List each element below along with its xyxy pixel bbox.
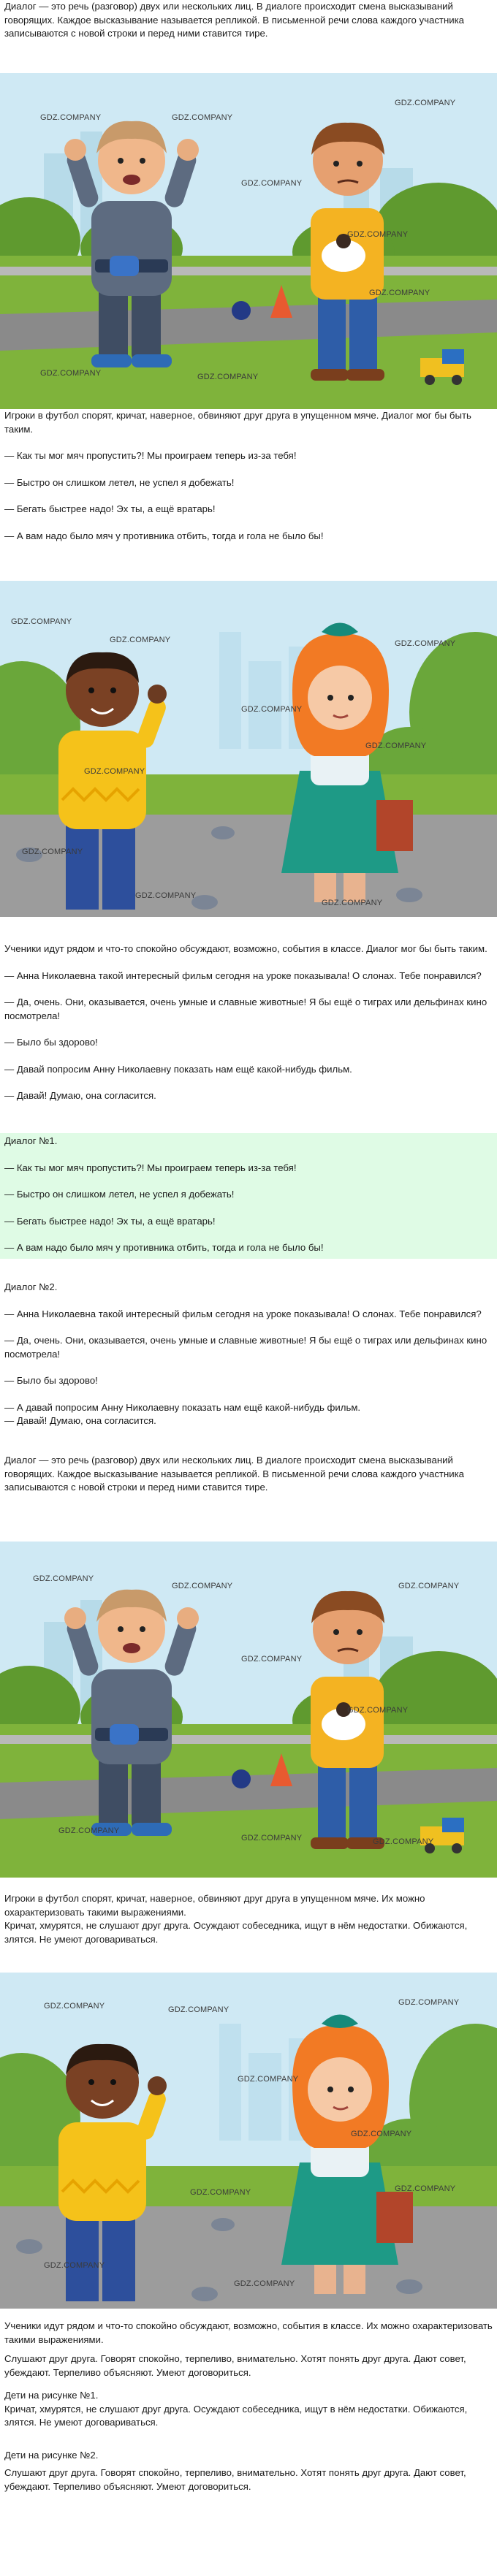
watermark: GDZ.COMPANY bbox=[190, 2188, 251, 2197]
watermark: GDZ.COMPANY bbox=[395, 99, 456, 107]
dialog-title: Диалог №2. bbox=[4, 1281, 58, 1292]
dialog-line: — Как ты мог мяч пропустить?! Мы проиграем теперь из-за тебя! bbox=[4, 450, 297, 461]
intro-text: Диалог — это речь (разговор) двух или нескольких лиц. В диалоге происходит смена высказываний говорящих. Каждое высказывание называется репликой. В письменной речи слова каждого участника записываются с новой строки и перед ними ставится тире. bbox=[4, 1, 465, 39]
boys-illustration-2 bbox=[0, 1542, 497, 1878]
dialog-line: — Анна Николаевна такой интересный фильм сегодня на уроке показывала! О слонах. Тебе понравился? bbox=[4, 969, 482, 981]
dialog-line: — Бегать быстрее надо! Эх ты, а ещё вратарь! bbox=[4, 503, 216, 514]
dialog-line: — Быстро он слишком летел, не успел я добежать! bbox=[4, 476, 235, 488]
watermark: GDZ.COMPANY bbox=[22, 847, 83, 856]
boys-dialog-block bbox=[0, 409, 497, 543]
watermark: GDZ.COMPANY bbox=[84, 767, 145, 776]
watermark: GDZ.COMPANY bbox=[234, 2279, 295, 2288]
watermark: GDZ.COMPANY bbox=[40, 113, 102, 122]
watermark: GDZ.COMPANY bbox=[33, 1574, 94, 1583]
watermark: GDZ.COMPANY bbox=[44, 2002, 105, 2011]
caption: Игроки в футбол спорят, кричат, наверное, обвиняют друг друга в упущенном мяче. Диалог мог бы быть таким. bbox=[4, 410, 471, 435]
dialog-line: — Давай! Думаю, она согласится. bbox=[4, 1415, 156, 1426]
watermark: GDZ.COMPANY bbox=[241, 1655, 303, 1664]
watermark: GDZ.COMPANY bbox=[172, 113, 233, 122]
watermark: GDZ.COMPANY bbox=[110, 636, 171, 644]
dialog-line: — Да, очень. Они, оказывается, очень умные и славные животные! Я бы ещё о тиграх или дельфинах кино посмотрела! bbox=[4, 997, 487, 1021]
watermark: GDZ.COMPANY bbox=[395, 2184, 456, 2193]
intro-paragraph bbox=[0, 0, 497, 41]
watermark: GDZ.COMPANY bbox=[238, 2075, 299, 2084]
watermark: GDZ.COMPANY bbox=[351, 2130, 412, 2138]
summary-title-1: Дети на рисунке №1. bbox=[4, 2390, 99, 2401]
dialog-line: — Было бы здорово! bbox=[4, 1375, 98, 1386]
watermark: GDZ.COMPANY bbox=[44, 2261, 105, 2270]
boys-illustration bbox=[0, 73, 497, 409]
dialog-line: — А вам надо было мяч у противника отбить, тогда и гола не было бы! bbox=[4, 1242, 324, 1253]
dialog-line: — Давай попросим Анну Николаевну показать нам ещё какой-нибудь фильм. bbox=[4, 1063, 352, 1075]
dialog-line: — Как ты мог мяч пропустить?! Мы проиграем теперь из-за тебя! bbox=[4, 1162, 297, 1173]
watermark: GDZ.COMPANY bbox=[197, 373, 259, 381]
dialog-title: Диалог №1. bbox=[4, 1135, 58, 1146]
dialog-1-block bbox=[0, 1133, 497, 1259]
intro-paragraph-2 bbox=[0, 1454, 497, 1495]
girls-illustration-2 bbox=[0, 1973, 497, 2309]
watermark: GDZ.COMPANY bbox=[347, 1706, 409, 1715]
summary-block bbox=[0, 2389, 497, 2493]
watermark: GDZ.COMPANY bbox=[369, 289, 430, 297]
dialog-2-block bbox=[0, 1281, 497, 1428]
boys-description-block bbox=[0, 1892, 497, 1946]
watermark: GDZ.COMPANY bbox=[373, 1837, 434, 1846]
summary-line-2: Слушают друг друга. Говорят спокойно, терпеливо, внимательно. Хотят понять друг друга. Дают совет, убеждают. Терпеливо объясняют. Умеют договориться. bbox=[4, 2467, 466, 2492]
summary-line-1: Кричат, хмурятся, не слушают друг друга. Осуждают собеседника, ищут в нём недостатки. Обижаются, злятся. Не умеют договариваться. bbox=[4, 2403, 468, 2428]
dialog-line: — Давай! Думаю, она согласится. bbox=[4, 1090, 156, 1101]
description-line: Слушают друг друга. Говорят спокойно, терпеливо, внимательно. Хотят понять друг друга. Дают совет, убеждают. Терпеливо объясняют. Умеют договориться. bbox=[4, 2353, 466, 2378]
summary-title-2: Дети на рисунке №2. bbox=[4, 2449, 99, 2461]
watermark: GDZ.COMPANY bbox=[58, 1826, 120, 1835]
dialog-line: — Анна Николаевна такой интересный фильм сегодня на уроке показывала! О слонах. Тебе понравился? bbox=[4, 1308, 482, 1319]
girls-description-block bbox=[0, 2320, 497, 2379]
watermark: GDZ.COMPANY bbox=[241, 179, 303, 188]
dialog-line: — Было бы здорово! bbox=[4, 1037, 98, 1048]
caption: Игроки в футбол спорят, кричат, наверное, обвиняют друг друга в упущенном мяче. Их можно охарактеризовать такими выражениями. bbox=[4, 1893, 425, 1918]
girls-dialog-block bbox=[0, 942, 497, 1103]
dialog-line: — Быстро он слишком летел, не успел я добежать! bbox=[4, 1189, 235, 1200]
dialog-line: — Да, очень. Они, оказывается, очень умные и славные животные! Я бы ещё о тиграх или дельфинах кино посмотрела! bbox=[4, 1335, 487, 1360]
watermark: GDZ.COMPANY bbox=[395, 639, 456, 648]
girls-illustration bbox=[0, 581, 497, 917]
dialog-line: — Бегать быстрее надо! Эх ты, а ещё вратарь! bbox=[4, 1215, 216, 1227]
watermark: GDZ.COMPANY bbox=[322, 899, 383, 907]
watermark: GDZ.COMPANY bbox=[365, 742, 427, 750]
watermark: GDZ.COMPANY bbox=[398, 1582, 460, 1590]
watermark: GDZ.COMPANY bbox=[241, 705, 303, 714]
watermark: GDZ.COMPANY bbox=[11, 617, 72, 626]
dialog-line: — А вам надо было мяч у противника отбить, тогда и гола не было бы! bbox=[4, 530, 324, 541]
watermark: GDZ.COMPANY bbox=[168, 2005, 229, 2014]
watermark: GDZ.COMPANY bbox=[347, 230, 409, 239]
watermark: GDZ.COMPANY bbox=[135, 891, 197, 900]
caption: Ученики идут рядом и что-то спокойно обсуждают, возможно, события в классе. Их можно охарактеризовать такими выражениями. bbox=[4, 2320, 493, 2345]
watermark: GDZ.COMPANY bbox=[172, 1582, 233, 1590]
dialog-line: — А давай попросим Анну Николаевну показать нам ещё какой-нибудь фильм. bbox=[4, 1401, 361, 1413]
watermark: GDZ.COMPANY bbox=[40, 369, 102, 378]
intro-text: Диалог — это речь (разговор) двух или нескольких лиц. В диалоге происходит смена высказываний говорящих. Каждое высказывание называется репликой. В письменной речи слова каждого участника записываются с новой строки и перед ними ставится тире. bbox=[4, 1455, 465, 1493]
description-line: Кричат, хмурятся, не слушают друг друга. Осуждают собеседника, ищут в нём недостатки. Обижаются, злятся. Не умеют договариваться. bbox=[4, 1920, 468, 1945]
watermark: GDZ.COMPANY bbox=[241, 1834, 303, 1843]
caption: Ученики идут рядом и что-то спокойно обсуждают, возможно, события в классе. Диалог мог бы быть таким. bbox=[4, 943, 487, 954]
watermark: GDZ.COMPANY bbox=[398, 1998, 460, 2007]
